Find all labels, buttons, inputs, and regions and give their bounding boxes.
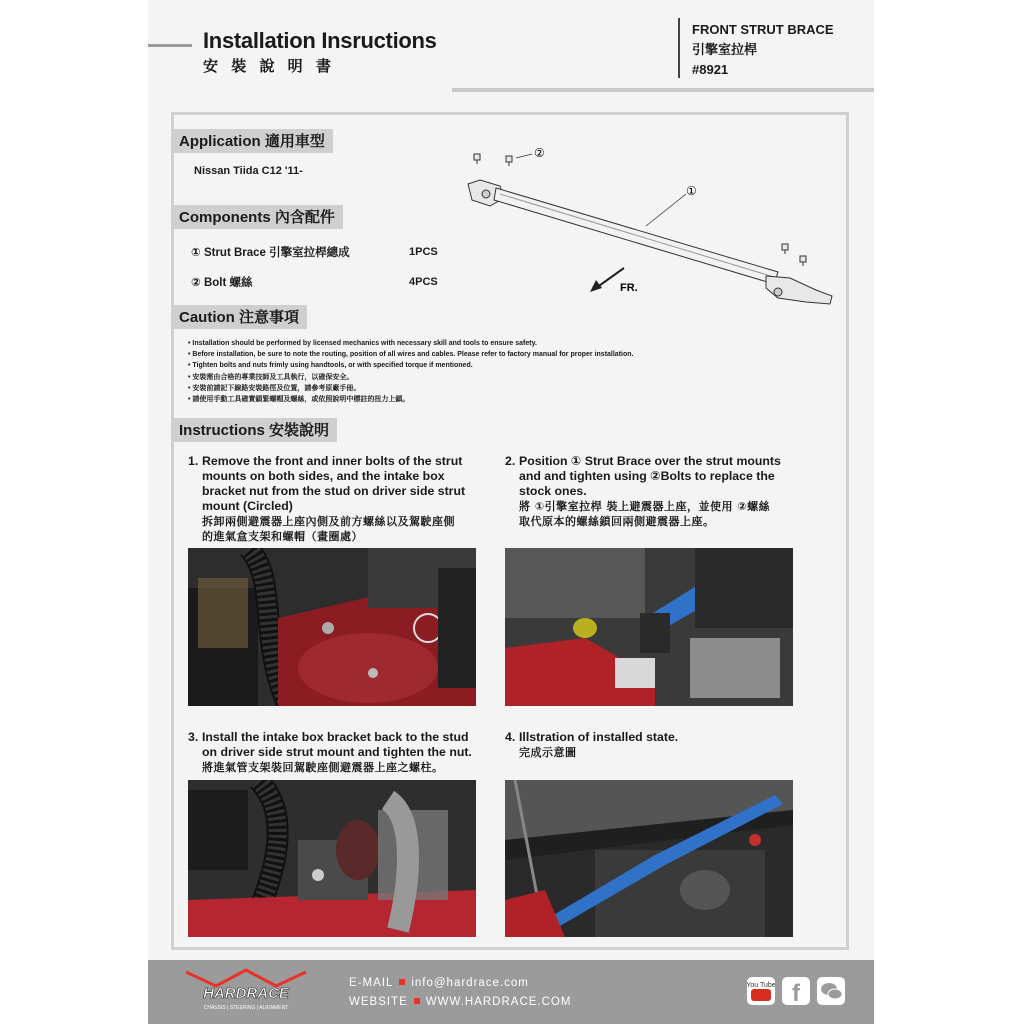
step-text-line: mounts on both sides, and the intake box xyxy=(202,469,445,483)
page-title: Installation Insructions xyxy=(203,28,437,53)
application-heading-en: Application xyxy=(179,133,261,150)
email-label: E-MAIL xyxy=(349,977,394,989)
components-heading-en: Components xyxy=(179,209,271,226)
wechat-icon[interactable] xyxy=(817,977,845,1005)
caution-list xyxy=(188,338,768,405)
step-text-line: bracket nut from the stud on driver side strut xyxy=(202,484,466,498)
front-label: FR. xyxy=(620,282,638,294)
component-item xyxy=(191,244,350,260)
application-heading-zh: 適用車型 xyxy=(264,132,325,150)
bolt-icon xyxy=(474,154,480,164)
instruction-step-1 xyxy=(188,454,488,544)
step-text-line: stock ones. xyxy=(519,484,587,498)
bolt-icon xyxy=(506,156,512,166)
components-heading xyxy=(172,205,343,229)
caution-heading-zh: 注意事項 xyxy=(239,308,300,326)
component-mark: ① xyxy=(191,247,201,259)
front-arrow-icon xyxy=(590,268,624,292)
instruction-step-4 xyxy=(505,730,805,760)
instruction-step-3 xyxy=(188,730,488,775)
component-qty: 4PCS xyxy=(409,276,438,288)
callout-2: ② xyxy=(534,146,545,160)
instructions-heading-en: Instructions xyxy=(179,422,265,439)
caution-heading xyxy=(172,305,307,329)
header-divider xyxy=(678,18,680,78)
bolt-icon xyxy=(800,256,806,266)
instruction-step-2 xyxy=(505,454,805,529)
instructions-heading xyxy=(172,418,337,442)
step-text-line: Install the intake box bracket back to the stud xyxy=(202,730,469,744)
step-text-line: mount (Circled) xyxy=(202,499,293,513)
caution-heading-en: Caution xyxy=(179,309,235,326)
component-mark: ② xyxy=(191,277,201,289)
step-number: 2. xyxy=(505,454,516,468)
email-link[interactable]: info@hardrace.com xyxy=(411,977,529,989)
brace-bar xyxy=(494,188,778,284)
svg-text:f: f xyxy=(792,980,800,1005)
youtube-icon[interactable] xyxy=(747,977,775,1005)
footer-email xyxy=(349,977,529,989)
product-name: FRONT STRUT BRACE xyxy=(692,22,834,37)
step-text-zh: 拆卸兩側避震器上座內側及前方螺絲以及駕駛座側 xyxy=(202,515,455,528)
product-name-zh: 引擎室拉桿 xyxy=(692,42,758,57)
bullet-icon xyxy=(414,998,420,1004)
footer-website xyxy=(349,996,571,1008)
step-1-photo xyxy=(188,548,476,706)
component-name: Bolt xyxy=(203,277,227,289)
step-number: 4. xyxy=(505,730,516,744)
product-info xyxy=(692,20,834,80)
caution-item: • 安裝前請記下線路安裝路徑及位置，請參考原廠手冊。 xyxy=(188,384,361,392)
youtube-icon-text: You Tube xyxy=(747,982,775,989)
caution-item: • Before installation, be sure to note the routing, position of all wires and cables. Please refer to factory manual for proper installation. xyxy=(188,351,634,359)
facebook-icon[interactable] xyxy=(782,977,810,1005)
caution-item: • Tighten bolts and nuts frimly using handtools, or with specified torque if mentioned. xyxy=(188,362,473,370)
hardrace-logo xyxy=(176,966,316,1012)
step-text-line: Position ① Strut Brace over the strut mounts xyxy=(519,454,781,468)
callout-1: ① xyxy=(686,184,697,198)
caution-item: • 請使用手動工具確實鎖緊螺帽及螺絲，或依照說明中標註的扭力上鎖。 xyxy=(188,396,410,404)
page-title-zh: 安 裝 說 明 書 xyxy=(203,57,335,75)
step-text-zh: 完成示意圖 xyxy=(519,746,577,759)
step-text-zh: 的進氣盒支架和螺帽（畫圈處） xyxy=(202,530,363,543)
step-text-zh: 取代原本的螺絲鎖回兩側避震器上座。 xyxy=(519,515,715,528)
step-2-photo xyxy=(505,548,793,706)
component-name: Strut Brace xyxy=(203,247,266,259)
header-rule-left xyxy=(148,44,192,47)
vehicle-fitment: Nissan Tiida C12 '11- xyxy=(194,165,303,177)
header-rule-right xyxy=(452,88,874,92)
step-text-line: Illstration of installed state. xyxy=(519,730,679,744)
instructions-heading-zh: 安裝說明 xyxy=(269,421,330,439)
component-name-zh: 引擎室拉桿總成 xyxy=(269,247,350,259)
caution-item: • 安裝需由合格的專業技師及工具執行，以確保安全。 xyxy=(188,373,354,381)
step-3-photo xyxy=(188,780,476,937)
bolt-icon xyxy=(782,244,788,254)
part-number: #8921 xyxy=(692,62,729,77)
step-number: 1. xyxy=(188,454,199,468)
step-text-zh: 將 ①引擎室拉桿 裝上避震器上座，並使用 ②螺絲 xyxy=(519,500,771,513)
step-text-line: on driver side strut mount and tighten the nut. xyxy=(202,745,472,759)
step-number: 3. xyxy=(188,730,199,744)
strut-brace-diagram xyxy=(460,140,840,310)
component-qty: 1PCS xyxy=(409,246,438,258)
step-text-line: and and tighten using ②Bolts to replace the xyxy=(519,469,775,483)
website-label: WEBSITE xyxy=(349,996,408,1008)
brand-name: HARDRACE xyxy=(203,985,289,1002)
website-link[interactable]: WWW.HARDRACE.COM xyxy=(425,996,572,1008)
step-text-zh: 將進氣管支架裝回駕駛座側避震器上座之螺柱。 xyxy=(202,761,444,774)
step-text-line: Remove the front and inner bolts of the strut xyxy=(202,454,463,468)
step-4-photo xyxy=(505,780,793,937)
bullet-icon xyxy=(399,979,405,985)
components-heading-zh: 內含配件 xyxy=(274,208,335,226)
component-item xyxy=(191,274,253,290)
brand-tagline: CHASSIS | STEERING | ALIGNMENT xyxy=(203,1005,289,1011)
application-heading xyxy=(172,129,333,153)
caution-item: • Installation should be performed by licensed mechanics with necessary skill and tools to ensure safety. xyxy=(188,340,537,347)
component-name-zh: 螺絲 xyxy=(229,277,253,289)
